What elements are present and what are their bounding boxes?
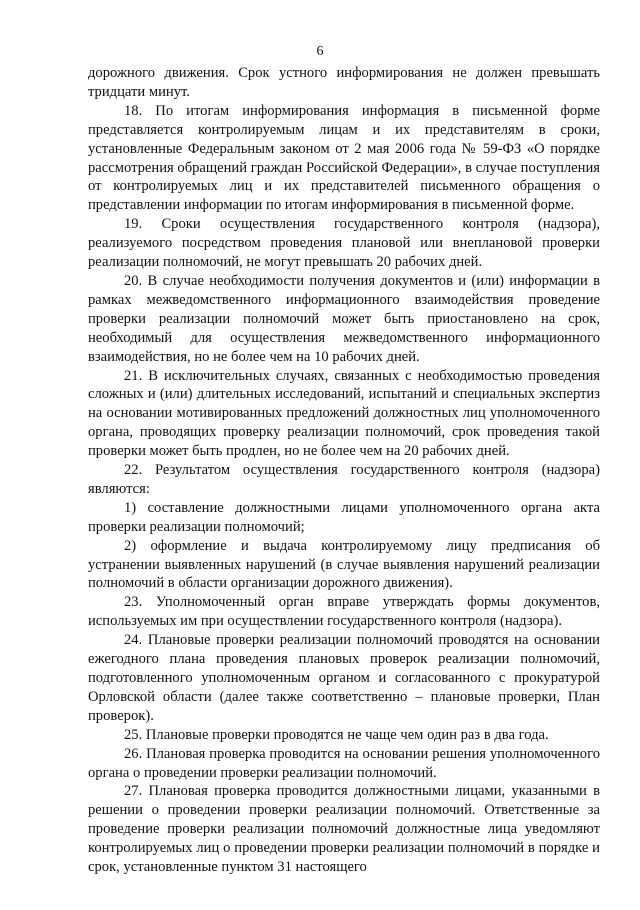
paragraph-26: 26. Плановая проверка проводится на основании решения уполномоченного органа о проведении проверки реализации полномочий. [88, 745, 600, 781]
paragraph-25: 25. Плановые проверки проводятся не чаще чем один раз в два года. [124, 726, 549, 743]
paragraph-22-item-1: 1) составление должностными лицами уполномоченного органа акта проверки реализации полномочий; [88, 499, 600, 535]
paragraph-20: 20. В случае необходимости получения документов и (или) информации в рамках межведомственного информационного взаимодействия проведение проверки реализации полномочий может быть приостановлено на срок, необходимый для осуществления межведомственного информационного взаимодействия, но не более чем на 10 рабочих дней. [88, 272, 600, 365]
page-number: 6 [316, 44, 324, 59]
paragraph-21: 21. В исключительных случаях, связанных с необходимостью проведения сложных и (или) длительных исследований, испытаний и специальных экспертиз на основании мотивированных предложений должностных лиц уполномоченного органа, проводящих проверку реализации полномочий, срок проведения такой проверки может быть продлен, но не более чем на 20 рабочих дней. [88, 367, 600, 460]
paragraph-22: 22. Результатом осуществления государственного контроля (надзора) являются: [88, 462, 600, 497]
paragraph-27: 27. Плановая проверка проводится должностными лицами, указанными в решении о проведении проверки реализации полномочий. Ответственные за проведение проверки реализации полномочий должностные лица уведомляют контролируемых лиц о проведении проверки реализации полномочий в порядке и срок, установленные пунктом 31 настоящего [88, 783, 600, 876]
paragraph-continuation: дорожного движения. Срок устного информирования не должен превышать тридцати минут. [88, 65, 600, 100]
paragraph-23: 23. Уполномоченный орган вправе утверждать формы документов, используемых им при осуществлении государственного контроля (надзора). [88, 594, 600, 630]
paragraph-24: 24. Плановые проверки реализации полномочий проводятся на основании ежегодного плана проведения плановых проверок реализации полномочий, подготовленного уполномоченным органом и согласованного с прокуратурой Орловской области (далее также соответственно – плановые проверки, План проверок). [88, 632, 600, 724]
paragraph-18: 18. По итогам информирования информация в письменной форме представляется контролируемым лицам и их представителям в сроки, установленные Федеральным законом от 2 мая 2006 года № 59-ФЗ «О порядке рассмотрения обращений граждан Российской Федерации», в случае поступления от контролируемых лиц и их представителей письменного обращения о представлении информации по итогам информирования в письменной форме. [88, 102, 600, 214]
document-body [88, 64, 600, 877]
paragraph-19: 19. Сроки осуществления государственного контроля (надзора), реализуемого посредством проведения плановой или внеплановой проверки реализации полномочий, не могут превышать 20 рабочих дней. [88, 216, 600, 271]
paragraph-22-item-2: 2) оформление и выдача контролируемому лицу предписания об устранении выявленных нарушений (в случае выявления нарушений реализации полномочий в области организации дорожного движения). [88, 537, 600, 592]
